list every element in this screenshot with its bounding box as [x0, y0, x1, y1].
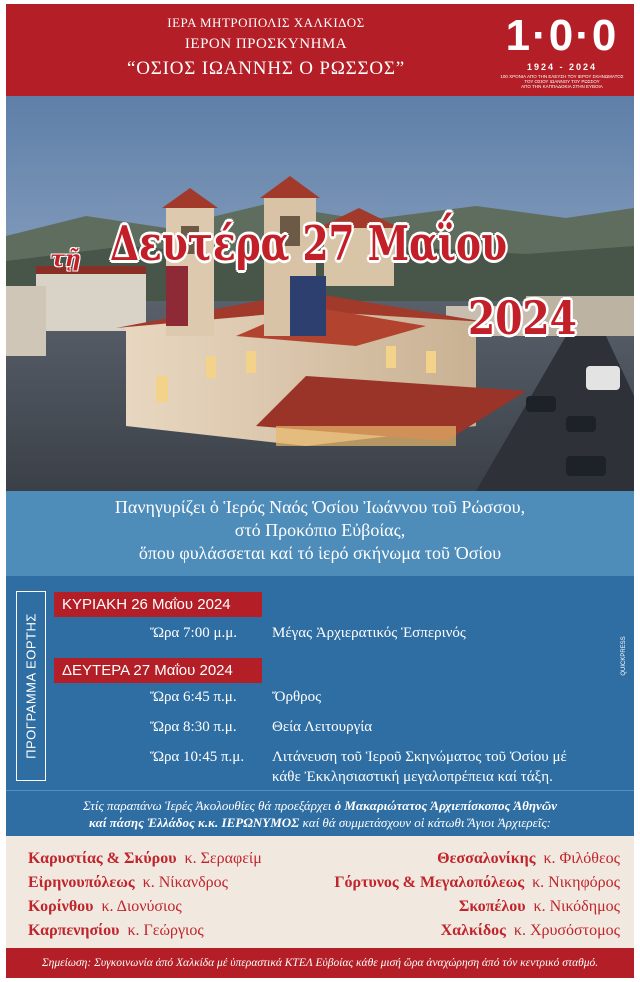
bishop-name: κ. Νίκανδρος	[142, 874, 228, 891]
bishop-see: Σκοπέλου	[458, 898, 526, 915]
metropolis-name: ΙΕΡΑ ΜΗΤΡΟΠΟΛΙΣ ΧΑΛΚΙΔΟΣ	[167, 15, 365, 30]
bishop-name: κ. Νικόδημος	[533, 898, 620, 915]
bishop-entry	[28, 850, 262, 868]
notice-archbishop: ὁ Μακαριώτατος Ἀρχιεπίσκοπος Ἀθηνῶν	[334, 798, 558, 813]
bishop-name: κ. Χρυσόστομος	[513, 922, 620, 939]
event-time: Ὥρα 10:45 π.μ.	[150, 749, 245, 765]
bishop-see: Γόρτυνος & Μεγαλοπόλεως	[334, 874, 525, 891]
logo-subtitle-line: ΑΠΟ ΤΗΝ ΚΑΠΠΑΔΟΚΙΑ ΣΤΗΝ ΕΥΒΟΙΑ	[521, 84, 603, 89]
logo-years: 1924 - 2024	[526, 62, 598, 72]
centenary-logo	[494, 10, 630, 94]
intro-line: Πανηγυρίζει ὁ Ἱερός Ναός Ὁσίου Ἰωάννου τοῦ Ρώσσου,	[114, 497, 526, 517]
event-desc: Λιτάνευση τοῦ Ἱεροῦ Σκηνώματος τοῦ Ὁσίου μέ	[272, 749, 567, 765]
bishop-name: κ. Φιλόθεος	[543, 850, 620, 867]
intro-line: στό Προκόπιο Εὐβοίας,	[234, 520, 406, 540]
logo-subtitle	[494, 74, 630, 89]
feast-date: Δευτέρα 27 Μαΐου	[110, 216, 507, 272]
bishop-entry	[437, 850, 620, 868]
bishops-list	[6, 836, 634, 948]
logo-subtitle-line: ΤΟΥ ΟΣΙΟΥ ΙΩΑΝΝΟΥ ΤΟΥ ΡΩΣΣΟΥ	[524, 79, 600, 84]
bishop-entry	[28, 874, 228, 892]
day-label-monday: ΔΕΥΤΕΡΑ 27 Μαΐου 2024	[54, 658, 262, 683]
bishop-name: κ. Σεραφείμ	[184, 850, 262, 867]
notice-archbishop-title: καί πάσης Ἑλλάδος κ.κ. ΙΕΡΩΝΥΜΟΣ	[88, 815, 300, 830]
event-desc: Θεία Λειτουργία	[272, 719, 373, 735]
printer-mark-text: QUICKPRESS	[621, 636, 627, 676]
event-time: Ὥρα 8:30 π.μ.	[150, 719, 237, 735]
bishop-see: Χαλκίδος	[440, 922, 506, 939]
bishop-see: Θεσσαλονίκης	[437, 850, 536, 867]
date-prefix: τῇ	[50, 246, 81, 272]
poster	[6, 4, 634, 978]
bishop-entry	[334, 874, 620, 892]
bishop-see: Εἰρηνουπόλεως	[28, 874, 135, 891]
logo-digits: 1·0·0	[505, 11, 619, 60]
event-time: Ὥρα 6:45 π.μ.	[150, 689, 237, 705]
program-section	[6, 576, 634, 790]
intro-line: ὅπου φυλάσσεται καί τό ἱερό σκήνωμα τοῦ Ὁσίου	[138, 543, 502, 563]
bishop-entry	[28, 898, 182, 916]
program-side-label	[16, 591, 46, 781]
saint-name: “ΟΣΙΟΣ ΙΩΑΝΝΗΣ Ο ΡΩΣΣΟΣ”	[127, 58, 405, 79]
bishop-name: κ. Νικηφόρος	[532, 874, 620, 891]
event-desc: Ὄρθρος	[272, 689, 322, 705]
bishop-see: Κορίνθου	[28, 898, 94, 915]
bishop-see: Καρπενησίου	[28, 922, 120, 939]
program-side-text: ΠΡΟΓΡΑΜΜΑ ΕΟΡΤΗΣ	[23, 613, 39, 759]
bishop-name: κ. Διονύσιος	[101, 898, 182, 915]
header	[6, 4, 634, 96]
printer-mark	[618, 626, 630, 686]
pilgrimage-name: ΙΕΡΟΝ ΠΡΟΣΚΥΝΗΜΑ	[184, 36, 348, 52]
footer-note	[6, 948, 634, 978]
day-label-sunday: ΚΥΡΙΑΚΗ 26 Μαΐου 2024	[54, 592, 262, 617]
feast-year: 2024	[468, 291, 577, 345]
bishop-entry	[28, 922, 204, 940]
bishop-see: Καρυστίας & Σκύρου	[28, 850, 177, 867]
bishop-entry	[441, 922, 620, 940]
footer-text: Σημείωση: Συγκοινωνία ἀπό Χαλκίδα μέ ὑπεραστικά ΚΤΕΛ Εὐβοίας κάθε μισή ὥρα ἀναχώρηση ἀπό τόν κεντρικό σταθμό.	[41, 957, 599, 969]
bishop-name: κ. Γεώργιος	[127, 922, 204, 939]
celebrants-notice	[6, 790, 634, 836]
bishop-entry	[459, 898, 620, 916]
event-time: Ὥρα 7:00 μ.μ.	[150, 625, 238, 641]
event-desc-cont: κάθε Ἐκκλησιαστική μεγαλοπρέπεια καί τάξη.	[272, 769, 553, 785]
notice-text: Στίς παραπάνω Ἱερές Ἀκολουθίες θά προεξάρχει	[82, 798, 335, 813]
notice-text: καί θά συμμετάσχουν οἱ κάτωθι Ἅγιοι Ἀρχιερεῖς:	[299, 815, 552, 830]
event-desc: Μέγας Ἀρχιερατικός Ἑσπερινός	[272, 625, 466, 641]
intro-banner	[6, 491, 634, 576]
notice-line-2	[6, 814, 634, 831]
notice-line-1	[6, 797, 634, 814]
church-photo	[6, 96, 634, 491]
logo-subtitle-line: 100 ΧΡΟΝΙΑ ΑΠΟ ΤΗΝ ΕΛΕΥΣΗ ΤΟΥ ΙΕΡΟΥ ΣΚΗΝΩΜΑΤΟΣ	[500, 74, 624, 79]
